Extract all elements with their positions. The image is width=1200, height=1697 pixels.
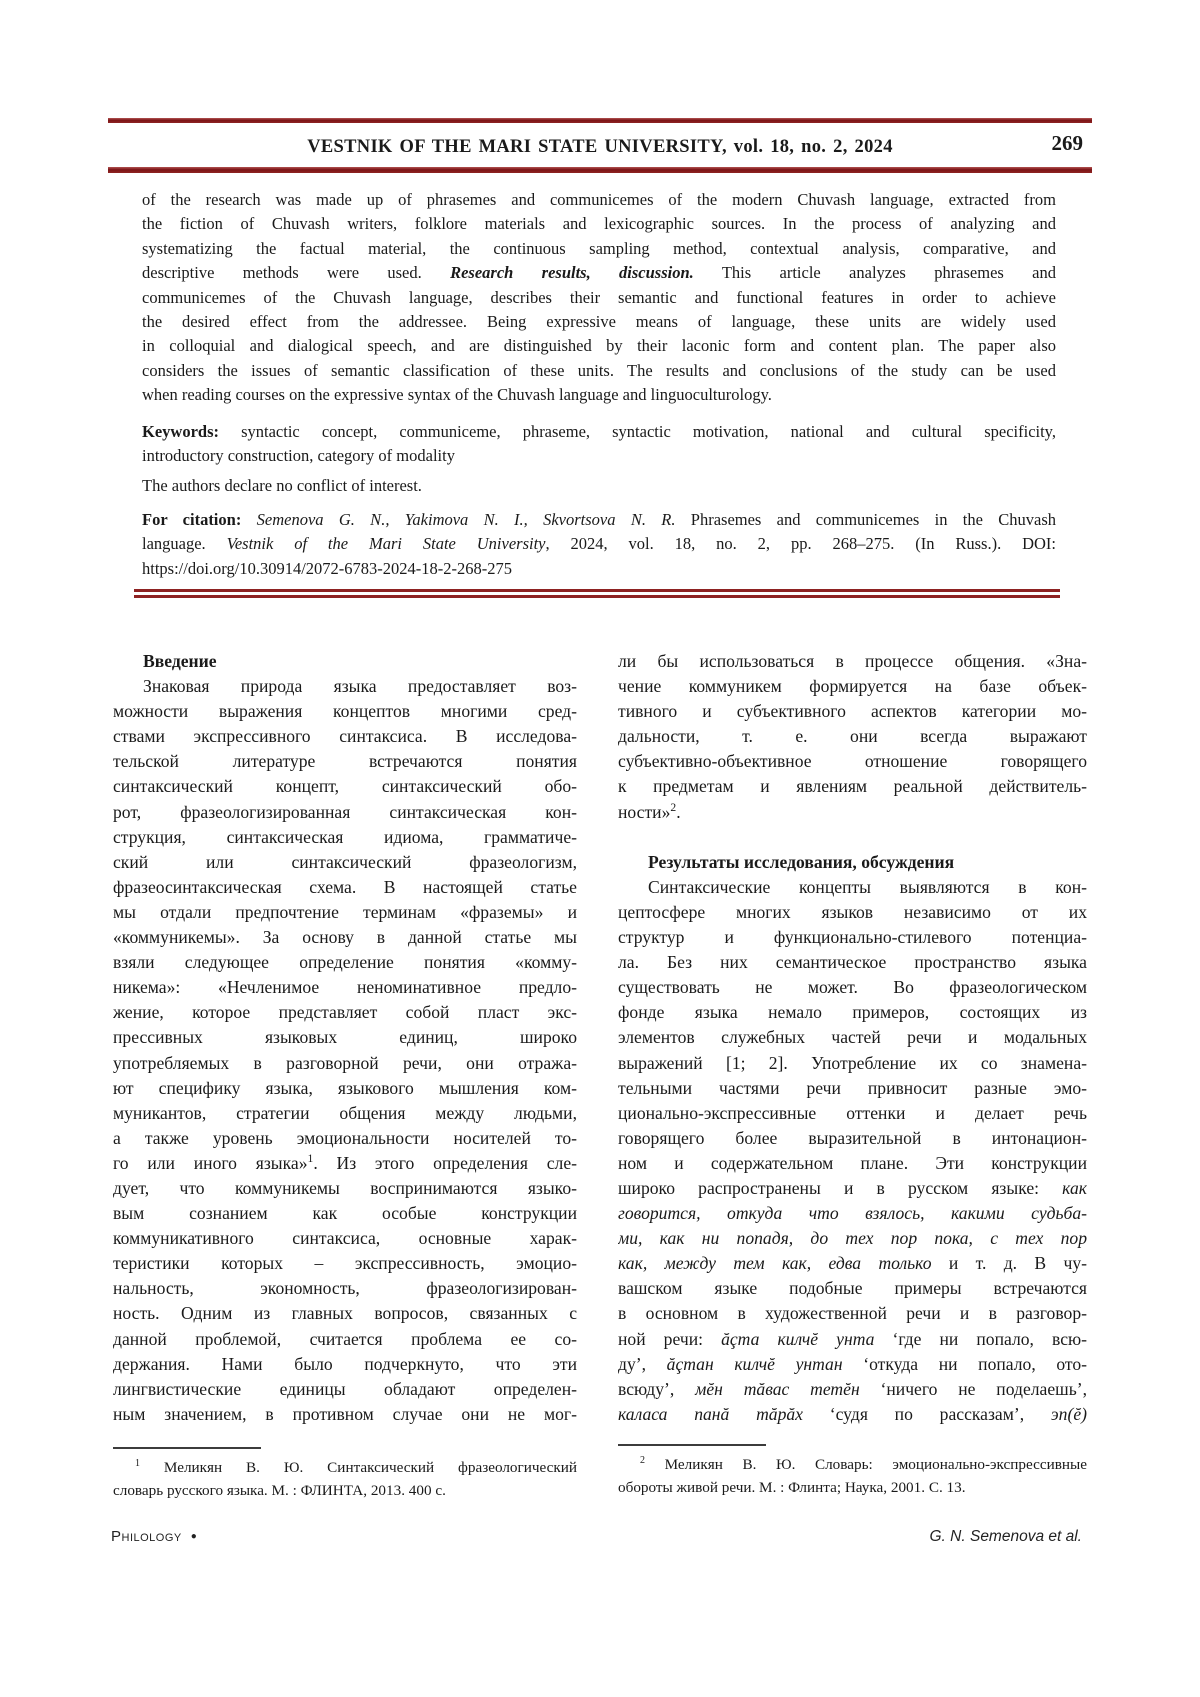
text-line <box>113 975 577 1000</box>
text-line <box>113 950 577 975</box>
header-rule-bottom <box>108 167 1092 173</box>
text-segment: ла. Без них семантическое пространство языка <box>618 952 1087 973</box>
text-segment: го или иного языка» <box>113 1152 308 1173</box>
text-segment: ду’, <box>618 1353 667 1374</box>
text-segment: мĕн тăвас тетĕн <box>695 1378 860 1399</box>
text-segment: considers the issues of semantic classification of these units. The results and conclusions of the study can be used <box>142 360 1056 380</box>
text-line <box>142 420 1056 444</box>
text-segment: эп(ĕ) <box>1050 1403 1087 1424</box>
doi-link[interactable] <box>142 557 1056 581</box>
footnote-divider <box>113 1447 261 1449</box>
text-segment: Keywords: <box>142 422 219 441</box>
text-segment: нальность, экономность, фразеологизирован- <box>113 1278 577 1299</box>
footnote-ref: 2 <box>670 800 677 814</box>
text-segment: Меликян В. Ю. Словарь: эмоционально-экспрессивные <box>645 1456 1087 1473</box>
text-segment: тивного и субъективного аспектов категории мо- <box>618 701 1087 722</box>
text-segment: communicemes of the Chuvash language, describes their semantic and functional features in order to achieve <box>142 287 1056 307</box>
text-line <box>113 1126 577 1151</box>
text-line <box>113 1251 577 1276</box>
text-line <box>113 1151 577 1176</box>
text-segment: ным значением, в противном случае они не мог- <box>113 1403 577 1424</box>
text-line <box>113 900 577 925</box>
text-line <box>142 286 1056 310</box>
text-segment: существовать не может. Во фразеологическом <box>618 977 1087 998</box>
footnote-text <box>113 1457 577 1502</box>
footnote-ref: 1 <box>135 1457 141 1469</box>
text-line <box>113 1276 577 1301</box>
text-segment: синтаксический концепт, синтаксический обо- <box>113 776 577 797</box>
text-line <box>142 474 1056 498</box>
text-segment: Меликян В. Ю. Синтаксический фразеологический <box>140 1459 577 1476</box>
text-line <box>142 508 1056 532</box>
footnote-divider <box>618 1444 766 1446</box>
text-segment: ствами экспрессивного синтаксиса. В исследова- <box>113 726 577 747</box>
text-line <box>113 925 577 950</box>
text-line <box>113 800 577 825</box>
text-line <box>142 359 1056 383</box>
text-segment: Введение <box>143 651 217 671</box>
abstract-continuation <box>142 188 1056 408</box>
text-line <box>618 1025 1087 1050</box>
text-segment: of the research was made up of phrasemes and communicemes of the modern Chuvash language, extracted from <box>142 190 1056 209</box>
text-segment: взяли следующее определение понятия «комму- <box>113 952 577 973</box>
text-line <box>618 674 1087 699</box>
text-line <box>113 749 577 774</box>
text-line <box>618 900 1087 925</box>
text-segment: ‘ничего не поделаешь’, <box>859 1378 1087 1399</box>
text-line <box>113 850 577 875</box>
section-heading <box>113 649 577 674</box>
text-segment: Research results, discussion. <box>450 263 694 283</box>
text-segment: дальности, т. е. они всегда выражают <box>618 726 1087 747</box>
text-segment: чение коммуникем формируется на базе объек- <box>618 676 1087 697</box>
text-segment: introductory construction, category of modality <box>142 446 455 466</box>
text-line <box>618 1477 1087 1500</box>
separator-double-rule <box>134 589 1060 598</box>
text-segment: ность. Одним из главных вопросов, связанных с <box>113 1303 577 1324</box>
text-line <box>113 1402 577 1427</box>
text-line <box>618 649 1087 674</box>
text-line <box>113 1176 577 1201</box>
text-line <box>113 1480 577 1503</box>
text-segment: ăçта килчĕ унта <box>721 1328 875 1349</box>
text-line <box>618 1251 1087 1276</box>
citation-block <box>142 508 1056 581</box>
text-line <box>113 1457 577 1480</box>
text-segment: а также уровень эмоциональности носителей то- <box>113 1127 577 1148</box>
text-line <box>113 1201 577 1226</box>
text-line <box>618 1276 1087 1301</box>
text-segment: лингвистические единицы обладают определен- <box>113 1378 577 1399</box>
text-line <box>113 699 577 724</box>
text-segment: обороты живой речи. М. : Флинта; Наука, 2001. С. 13. <box>618 1478 966 1496</box>
right-footnote <box>618 1444 1087 1499</box>
text-line <box>618 699 1087 724</box>
text-segment: ми, как ни попадя, до тех пор пока, с тех пор <box>618 1228 1087 1249</box>
text-line <box>618 1000 1087 1025</box>
text-line <box>113 1377 577 1402</box>
text-segment: муникантов, стратегии общения между людьми, <box>113 1102 577 1123</box>
text-line <box>142 310 1056 334</box>
keywords-block <box>142 420 1056 469</box>
text-segment: теристики которых – экспрессивность, эмоцио- <box>113 1253 577 1274</box>
text-segment: Результаты исследования, обсуждения <box>648 851 955 872</box>
text-line <box>142 383 1056 407</box>
header-rule-top <box>108 118 1092 123</box>
text-segment: данной проблемой, считается проблема ее со- <box>113 1328 577 1349</box>
text-segment: in colloquial and dialogical speech, and are distinguished by their laconic form and content plan. The paper also <box>142 336 1056 356</box>
text-segment: ский или синтаксический фразеологизм, <box>113 851 577 872</box>
text-segment: к предметам и явлениям реальной действитель- <box>618 776 1087 797</box>
text-line <box>113 1025 577 1050</box>
text-line <box>113 774 577 799</box>
text-segment: тельными частями речи привносит разные эмо- <box>618 1077 1087 1098</box>
text-segment: «коммуникемы». За основу в данной статье мы <box>113 927 577 948</box>
text-line <box>113 1352 577 1377</box>
right-column <box>618 649 1087 1427</box>
text-line <box>142 212 1056 236</box>
text-line <box>142 444 1056 468</box>
text-segment: фонде языка немало примеров, состоящих из <box>618 1002 1087 1023</box>
text-segment: ционально-экспрессивные оттенки и делает речь <box>618 1102 1087 1123</box>
text-line <box>618 1301 1087 1326</box>
text-segment: жение, которое представляет собой пласт экс- <box>113 1002 577 1023</box>
footnote-text <box>618 1454 1087 1499</box>
text-segment: всюду’, <box>618 1378 696 1399</box>
text-segment: в основном в художественной речи и в разговор- <box>618 1303 1087 1324</box>
text-line <box>142 237 1056 261</box>
text-segment: и т. д. В чу- <box>931 1253 1087 1274</box>
text-segment: никема»: «Нечленимое неноминативное предло- <box>113 977 577 998</box>
text-line <box>618 1126 1087 1151</box>
text-line <box>618 800 1087 825</box>
text-segment: субъективно-объективное отношение говорящего <box>618 751 1087 772</box>
text-line <box>113 825 577 850</box>
text-line <box>618 1352 1087 1377</box>
text-line <box>618 1051 1087 1076</box>
text-line <box>618 1377 1087 1402</box>
text-line <box>113 1327 577 1352</box>
text-segment: Синтаксические концепты выявляются в кон- <box>648 876 1087 897</box>
text-segment: systematizing the factual material, the continuous sampling method, contextual analysis, comparative, and <box>142 238 1056 258</box>
text-line <box>618 1076 1087 1101</box>
text-segment: ют специфику языка, языкового мышления ком- <box>113 1077 577 1098</box>
text-segment: ности» <box>618 801 671 822</box>
text-line <box>618 1226 1087 1251</box>
text-segment: https://doi.org/10.30914/2072-6783-2024-18-2-268-275 <box>142 558 513 578</box>
text-line <box>618 1402 1087 1427</box>
page-number: 269 <box>1051 131 1083 155</box>
text-segment: ăçтан килчĕ унтан <box>666 1353 843 1374</box>
text-line <box>618 749 1087 774</box>
text-line <box>142 532 1056 556</box>
text-line <box>618 1454 1087 1477</box>
left-footnote <box>113 1447 577 1502</box>
footnote-ref: 2 <box>640 1454 646 1466</box>
conflict-of-interest-statement <box>142 474 1056 498</box>
text-line <box>618 875 1087 900</box>
text-segment: вым сознанием как особые конструкции <box>113 1203 577 1224</box>
text-line <box>618 1176 1087 1201</box>
text-segment: мы отдали предпочтение терминам «фраземы» и <box>113 901 577 922</box>
text-segment: when reading courses on the expressive syntax of the Chuvash language and linguoculturology. <box>142 385 772 405</box>
text-line <box>618 1327 1087 1352</box>
text-segment: цептосфере многих языков независимо от их <box>618 901 1087 922</box>
text-segment: language. <box>142 534 227 554</box>
text-segment: ‘откуда ни попало, ото- <box>842 1353 1087 1374</box>
text-segment: . <box>676 801 681 822</box>
text-line <box>618 1101 1087 1126</box>
text-segment <box>241 510 256 529</box>
text-segment: ли бы использоваться в процессе общения. «Зна- <box>618 651 1087 671</box>
text-segment: syntactic concept, communiceme, phraseme, syntactic motivation, national and cultural specificity, <box>219 422 1056 441</box>
text-segment: descriptive methods were used. <box>142 263 451 283</box>
text-line <box>618 1151 1087 1176</box>
text-line <box>618 1201 1087 1226</box>
text-segment: широко распространены и в русском языке: <box>618 1177 1063 1198</box>
text-line <box>618 950 1087 975</box>
text-segment: коммуникативного синтаксиса, основные харак- <box>113 1228 577 1249</box>
text-line <box>113 724 577 749</box>
text-segment: прессивных языковых единиц, широко <box>113 1027 577 1048</box>
text-line <box>113 1051 577 1076</box>
text-segment: ном и содержательном плане. Эти конструкции <box>618 1152 1087 1173</box>
text-segment: рот, фразеологизированная синтаксическая кон- <box>113 801 577 822</box>
text-segment: ‘где ни попало, всю- <box>874 1328 1087 1349</box>
text-segment: можности выражения концептов многими сред- <box>113 701 577 722</box>
text-line <box>113 1000 577 1025</box>
journal-title: VESTNIK OF THE MARI STATE UNIVERSITY, vol. 18, no. 2, 2024 <box>307 137 893 157</box>
text-line <box>618 825 1087 850</box>
text-segment: Знаковая природа языка предоставляет воз- <box>143 676 577 697</box>
text-segment: словарь русского языка. М. : ФЛИНТА, 2013. 400 с. <box>113 1481 446 1499</box>
text-segment: This article analyzes phrasemes and <box>693 263 1056 283</box>
text-segment: Vestnik of the Mari State University <box>226 534 546 554</box>
footer-section-label: Philology <box>111 1528 182 1545</box>
footer-section <box>111 1528 197 1545</box>
text-segment: элементов служебных частей речи и модальных <box>618 1027 1087 1048</box>
text-line <box>618 975 1087 1000</box>
text-line <box>113 1076 577 1101</box>
text-line <box>142 261 1056 285</box>
text-segment: каласа панă тăрăх <box>618 1403 803 1424</box>
text-segment: как <box>1062 1177 1087 1198</box>
footer-authors: G. N. Semenova et al. <box>929 1528 1082 1545</box>
text-line <box>618 774 1087 799</box>
text-segment: the fiction of Chuvash writers, folklore materials and lexicographic sources. In the process of analyzing and <box>142 214 1056 234</box>
text-segment: ной речи: <box>618 1328 722 1349</box>
section-heading <box>618 850 1087 875</box>
text-segment: Phrasemes and communicemes in the Chuvash <box>675 510 1056 529</box>
text-line <box>142 334 1056 358</box>
text-line <box>618 724 1087 749</box>
text-segment: вашском языке подобные примеры встречаются <box>618 1278 1087 1299</box>
text-segment: как, между тем как, едва только <box>618 1253 932 1274</box>
text-segment: выражений [1; 2]. Употребление их со знамена- <box>618 1052 1087 1073</box>
text-line <box>142 188 1056 212</box>
text-segment: дует, что коммуникемы воспринимаются языко- <box>113 1177 577 1198</box>
text-segment: структур и функционально-стилевого потенциа- <box>618 927 1087 948</box>
text-segment: употребляемых в разговорной речи, они отража- <box>113 1052 577 1073</box>
footnote-ref: 1 <box>307 1152 314 1166</box>
text-line <box>113 1101 577 1126</box>
text-segment: Semenova G. N., Yakimova N. I., Skvortsova N. R. <box>256 510 676 529</box>
bullet-icon: ● <box>190 1531 197 1542</box>
text-line <box>618 925 1087 950</box>
text-segment: . Из этого определения сле- <box>313 1152 577 1173</box>
text-segment: , 2024, vol. 18, no. 2, pp. 268–275. (In Russ.). DOI: <box>545 534 1056 554</box>
text-segment: струкция, синтаксическая идиома, грамматиче- <box>113 826 577 847</box>
text-segment: The authors declare no conflict of interest. <box>142 476 422 495</box>
text-segment: тельской литературе встречаются понятия <box>113 751 577 772</box>
text-segment: ‘судя по рассказам’, <box>802 1403 1051 1424</box>
left-column <box>113 649 577 1427</box>
text-segment: говорится, откуда что взялось, какими судьба- <box>618 1203 1087 1224</box>
text-line <box>113 1226 577 1251</box>
text-segment: For citation: <box>142 510 242 529</box>
text-segment: фразеосинтаксическая схема. В настоящей статье <box>113 876 577 897</box>
text-line <box>113 875 577 900</box>
text-line <box>113 674 577 699</box>
text-segment: держания. Нами было подчеркнуто, что эти <box>113 1353 577 1374</box>
text-segment: говорящего более выразительной в интонацион- <box>618 1127 1087 1148</box>
text-segment: the desired effect from the addressee. Being expressive means of language, these units are widely used <box>142 312 1056 332</box>
text-line <box>113 1301 577 1326</box>
